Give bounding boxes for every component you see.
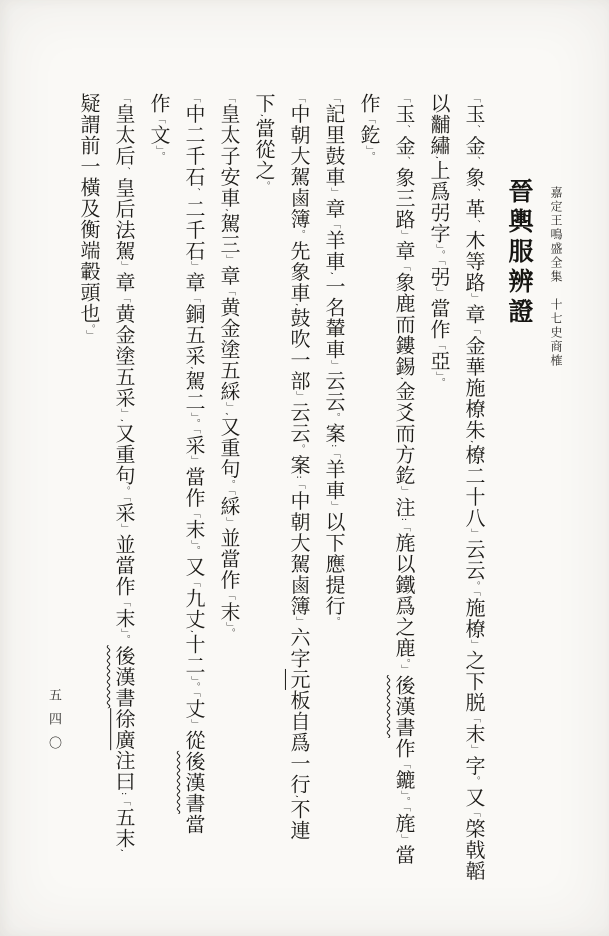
punctuation: 。 xyxy=(399,796,410,808)
punctuation: 」 xyxy=(119,628,130,635)
text-run: 「皇太后、皇后法駕」章「黄金塗五采」,又重句。「采」並當作「末」。 xyxy=(112,93,136,646)
punctuation: 「 xyxy=(154,114,165,125)
punctuation: 」 xyxy=(189,412,200,419)
punctuation: 」 xyxy=(469,744,480,756)
punctuation: 、 xyxy=(469,187,480,199)
text-run: 板自爲一行,不連 xyxy=(287,689,311,842)
punctuation: 「 xyxy=(469,324,480,336)
punctuation: 」 xyxy=(154,145,165,152)
punctuation: 「 xyxy=(399,807,410,813)
punctuation: 。 xyxy=(119,634,130,646)
punctuation: 」 xyxy=(119,408,130,420)
punctuation: 「 xyxy=(189,428,200,435)
punctuation: 、 xyxy=(189,187,200,199)
text-column xyxy=(78,93,100,895)
punctuation: 」 xyxy=(434,371,445,378)
punctuation: 「 xyxy=(189,292,200,304)
punctuation: 、 xyxy=(469,124,480,136)
text-body xyxy=(65,93,485,895)
punctuation: 、 xyxy=(399,156,410,167)
punctuation: 。 xyxy=(84,324,95,330)
punctuation: 、 xyxy=(399,124,410,136)
punctuation: 」 xyxy=(329,187,340,199)
book-title-mark: 後漢書 xyxy=(182,750,206,814)
text-run: 當 xyxy=(182,813,206,835)
text-run: 「玉、金、象三路」章「象鹿而鏤錫,金爻而方釳」注:「旄以鐵爲之鹿。」 xyxy=(392,93,416,675)
punctuation: , xyxy=(294,794,305,800)
text-run: 「皇太子安車,駕三」章「黄金塗五綵」,又重句。「綵」並當作「末」。 xyxy=(217,93,241,639)
text-column xyxy=(428,93,450,895)
punctuation: : xyxy=(119,792,130,797)
punctuation: 」 xyxy=(189,455,200,467)
punctuation: 」 xyxy=(189,261,200,272)
text-run: 作「文」。 xyxy=(147,93,171,163)
proper-name-mark: 元 xyxy=(287,668,311,690)
text-column xyxy=(218,93,240,895)
punctuation: 。 xyxy=(224,628,235,639)
punctuation: 「 xyxy=(399,261,410,273)
punctuation: 。 xyxy=(189,545,200,557)
text-run: 注曰:「五末, xyxy=(112,750,136,854)
punctuation: 。 xyxy=(154,151,165,163)
punctuation: 「 xyxy=(469,712,480,724)
punctuation: 」 xyxy=(434,244,445,250)
punctuation: 「 xyxy=(189,93,200,104)
punctuation: 。 xyxy=(189,681,200,693)
text-run: 疑謂前一橫及衡端轂頭也。」 xyxy=(77,93,101,341)
text-column xyxy=(358,93,380,895)
book-imprint-title: 嘉定王鳴盛全集 十七史商榷 xyxy=(549,186,563,368)
punctuation: 。 xyxy=(399,658,410,665)
punctuation: 」 xyxy=(294,391,305,402)
punctuation: , xyxy=(469,440,480,445)
punctuation: 」 xyxy=(399,486,410,497)
punctuation: 。 xyxy=(329,412,340,424)
punctuation: 「 xyxy=(364,114,375,125)
punctuation: 。 xyxy=(364,151,375,163)
punctuation: 。 xyxy=(469,580,480,592)
punctuation: 「 xyxy=(329,448,340,459)
text-run: 下,當從之。 xyxy=(252,93,276,192)
punctuation: : xyxy=(294,475,305,480)
punctuation: 」 xyxy=(399,790,410,797)
punctuation: 」 xyxy=(189,676,200,682)
punctuation: 」 xyxy=(364,145,375,152)
punctuation: 「 xyxy=(294,93,305,104)
punctuation: , xyxy=(119,419,130,424)
punctuation: 」 xyxy=(224,254,235,266)
punctuation: 」 xyxy=(119,523,130,535)
punctuation: , xyxy=(434,156,445,161)
punctuation: 」 xyxy=(224,622,235,629)
punctuation: 「 xyxy=(119,796,130,808)
punctuation: 「 xyxy=(224,286,235,297)
section-title: 晉輿服辨證 xyxy=(505,178,534,328)
punctuation: 「 xyxy=(399,758,410,770)
punctuation: 「 xyxy=(119,597,130,608)
punctuation: 「 xyxy=(399,521,410,533)
punctuation: 。 xyxy=(294,443,305,455)
punctuation: 「 xyxy=(434,260,445,267)
page-number: 五四〇 xyxy=(46,688,61,760)
punctuation: 「 xyxy=(329,93,340,104)
punctuation: 、 xyxy=(469,156,480,167)
punctuation: 「 xyxy=(434,339,445,351)
punctuation: 「 xyxy=(469,93,480,104)
text-run: 「玉、金、象、革、木等路」章「金華施橑朱,橑二十八」云云。「施橑」之下脱「末」字。又「棨戟韜 xyxy=(462,93,486,882)
punctuation: 「 xyxy=(189,508,200,519)
punctuation: 」 xyxy=(329,359,340,371)
punctuation: 」 xyxy=(469,293,480,304)
punctuation: 。 xyxy=(259,181,270,192)
punctuation: 「 xyxy=(399,93,410,104)
text-run: 作「釳」。 xyxy=(357,93,381,163)
text-column xyxy=(148,93,170,895)
punctuation: 「 xyxy=(119,93,130,104)
punctuation: , xyxy=(259,114,270,119)
punctuation: 「 xyxy=(224,490,235,496)
punctuation: 「 xyxy=(189,577,200,588)
punctuation: 「 xyxy=(469,807,480,819)
text-run: 「中二千石、二千石」章「銅五采,駕二」。「采」當作「末」。又「九丈,十二」。「丈」從 xyxy=(182,93,206,751)
text-run: 以黼繡,上爲弜字」。「弜」當作「亞」。 xyxy=(427,93,451,388)
punctuation: 」 xyxy=(469,528,480,539)
punctuation: , xyxy=(224,412,235,417)
punctuation: 。 xyxy=(469,776,480,787)
text-column xyxy=(288,93,310,895)
text-column xyxy=(253,93,275,895)
punctuation: 。 xyxy=(119,486,130,497)
text-column xyxy=(323,93,345,895)
punctuation: 。 xyxy=(434,377,445,388)
punctuation: 。 xyxy=(224,479,235,491)
book-title-mark: 後漢書 xyxy=(392,674,416,738)
punctuation: 「 xyxy=(119,292,130,304)
text-column xyxy=(183,93,205,895)
punctuation: 、 xyxy=(469,219,480,231)
text-run: 「記里鼓車」章「羊車,一名輦車」云云。案:「羊車」以下應提行。 xyxy=(322,93,346,628)
text-column xyxy=(393,93,415,895)
punctuation: 「 xyxy=(189,692,200,699)
punctuation: 」 xyxy=(224,401,235,413)
punctuation: 、 xyxy=(119,166,130,178)
punctuation: 」 xyxy=(469,639,480,650)
punctuation: , xyxy=(119,849,130,854)
punctuation: 。 xyxy=(434,249,445,261)
punctuation: 「 xyxy=(469,591,480,598)
punctuation: 」 xyxy=(329,500,340,512)
punctuation: 。 xyxy=(329,616,340,628)
punctuation: 「 xyxy=(329,219,340,230)
text-column xyxy=(113,93,135,895)
punctuation: , xyxy=(399,377,410,382)
punctuation: 」 xyxy=(399,229,410,241)
punctuation: 」 xyxy=(399,833,410,845)
punctuation: 」 xyxy=(224,516,235,528)
punctuation: , xyxy=(294,303,305,308)
text-run: 作「鏕」。「旄」當 xyxy=(392,737,416,866)
punctuation: , xyxy=(189,629,200,635)
punctuation: , xyxy=(329,271,340,276)
punctuation: 」 xyxy=(294,616,305,627)
punctuation: 「 xyxy=(224,93,235,104)
punctuation: 。 xyxy=(294,229,305,241)
punctuation: 」 xyxy=(189,539,200,546)
punctuation: , xyxy=(224,208,235,213)
punctuation: , xyxy=(189,366,200,371)
punctuation: 」 xyxy=(119,261,130,272)
proper-name-mark: 徐廣 xyxy=(112,708,136,751)
punctuation: 「 xyxy=(224,590,235,602)
punctuation: 。 xyxy=(189,418,200,429)
book-title-mark: 後漢書 xyxy=(112,645,136,709)
punctuation: 」 xyxy=(434,287,445,298)
punctuation: : xyxy=(399,517,410,522)
punctuation: 」 xyxy=(189,719,200,730)
text-run: 「中朝大駕鹵簿。先象車,鼓吹一部」云云。案:「中朝大駕鹵簿」六字 xyxy=(287,93,311,669)
text-column xyxy=(463,93,485,895)
punctuation: 「 xyxy=(119,496,130,503)
punctuation: 」 xyxy=(399,664,410,675)
punctuation: 「 xyxy=(294,479,305,491)
punctuation: 」 xyxy=(84,329,95,341)
punctuation: : xyxy=(329,444,340,449)
